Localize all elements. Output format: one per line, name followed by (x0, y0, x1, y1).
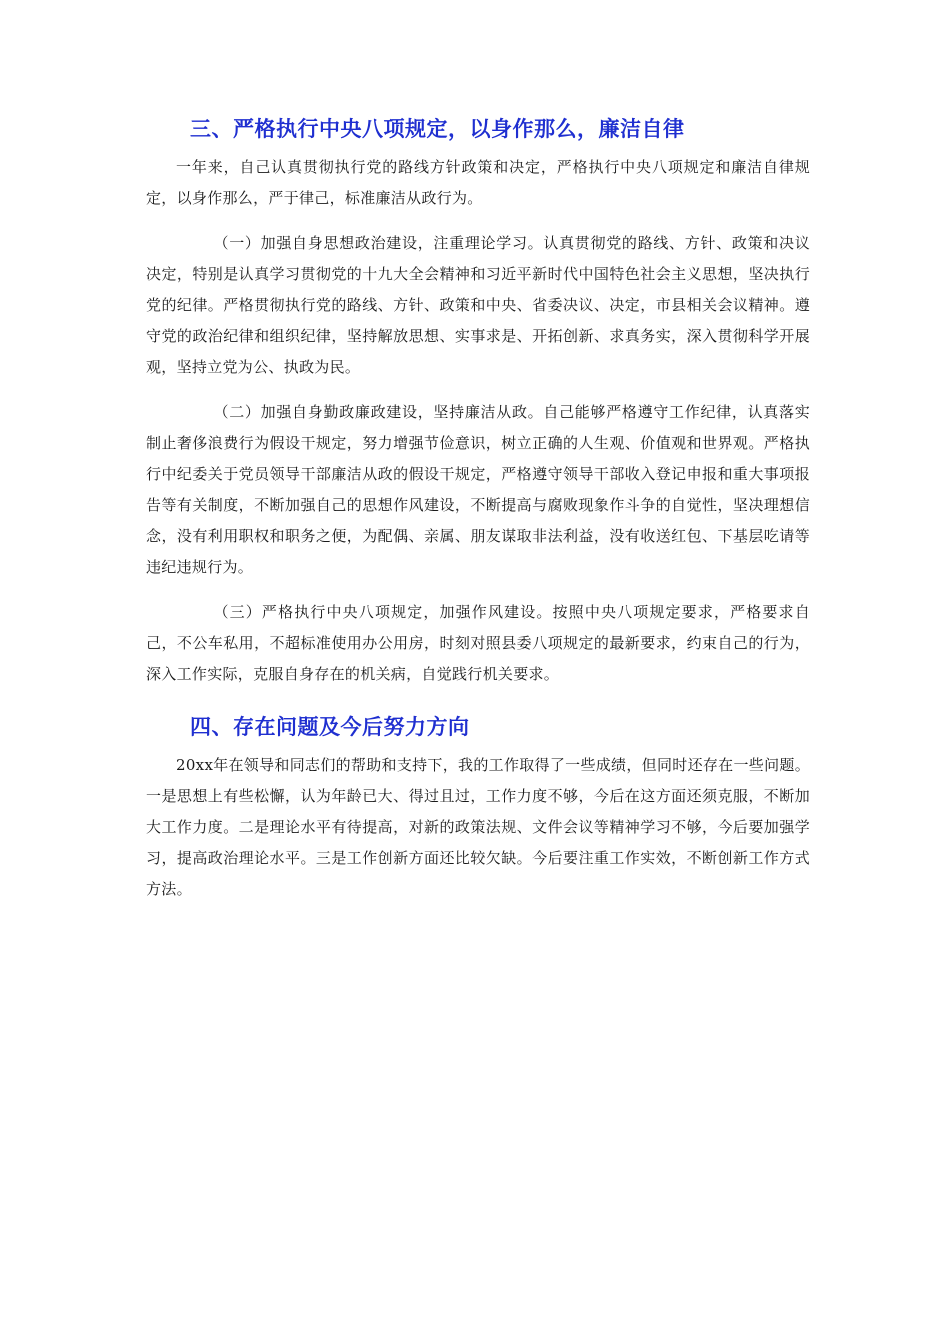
section-3-item-1: （一）加强自身思想政治建设，注重理论学习。认真贯彻党的路线、方针、政策和决议决定，特别是认真学习贯彻党的十九大全会精神和习近平新时代中国特色社会主义思想，坚决执行党的纪律。严格贯彻执行党的路线、方针、政策和中央、省委决议、决定，市县相关会议精神。遵守党的政治纪律和组织纪律，坚持解放思想、实事求是、开拓创新、求真务实，深入贯彻科学开展观，坚持立党为公、执政为民。 (146, 234, 810, 376)
section-3-title: 三、严格执行中央八项规定，以身作那么，廉洁自律 (190, 117, 685, 141)
section-4-title: 四、存在问题及今后努力方向 (190, 715, 470, 739)
section-3-item-3: （三）严格执行中央八项规定，加强作风建设。按照中央八项规定要求，严格要求自己，不公车私用，不超标准使用办公用房，时刻对照县委八项规定的最新要求，约束自己的行为，深入工作实际，克服自身存在的机关病，自觉践行机关要求。 (146, 603, 810, 683)
section-3-intro: 一年来，自己认真贯彻执行党的路线方针政策和决定，严格执行中央八项规定和廉洁自律规定，以身作那么，严于律己，标准廉洁从政行为。 (146, 158, 810, 207)
section-3-item-2: （二）加强自身勤政廉政建设，坚持廉洁从政。自己能够严格遵守工作纪律，认真落实制止奢侈浪费行为假设干规定，努力增强节俭意识，树立正确的人生观、价值观和世界观。严格执行中纪委关于党员领导干部廉洁从政的假设干规定，严格遵守领导干部收入登记申报和重大事项报告等有关制度，不断加强自己的思想作风建设，不断提高与腐败现象作斗争的自觉性，坚决理想信念，没有利用职权和职务之便，为配偶、亲属、朋友谋取非法利益，没有收送红包、下基层吃请等违纪违规行为。 (146, 403, 810, 576)
document-body (146, 112, 810, 905)
section-4-body: 20xx年在领导和同志们的帮助和支持下，我的工作取得了一些成绩，但同时还存在一些问题。一是思想上有些松懈，认为年龄已大、得过且过，工作力度不够，今后在这方面还须克服，不断加大工作力度。二是理论水平有待提高，对新的政策法规、文件会议等精神学习不够，今后要加强学习，提高政治理论水平。三是工作创新方面还比较欠缺。今后要注重工作实效，不断创新工作方式方法。 (146, 756, 810, 898)
